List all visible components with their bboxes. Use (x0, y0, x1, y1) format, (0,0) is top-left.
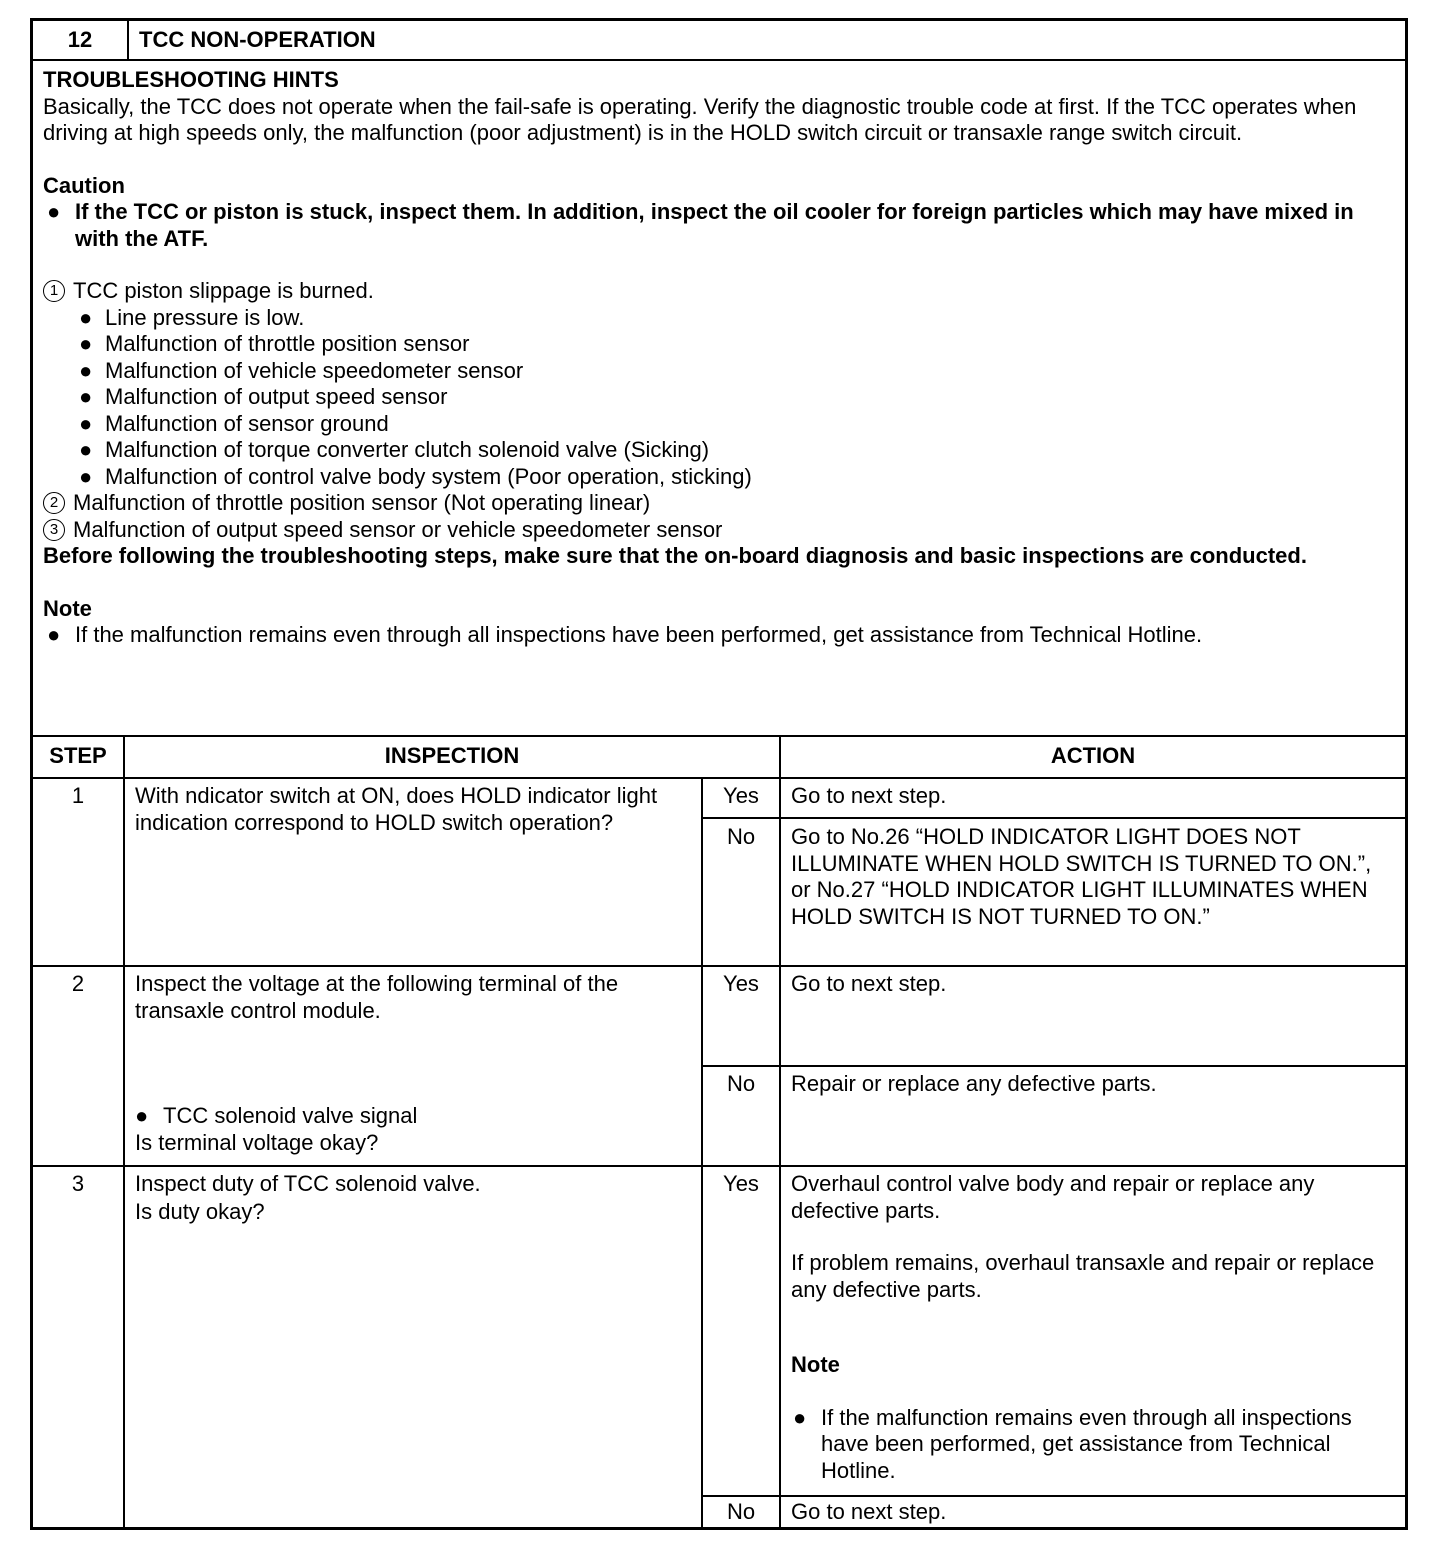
note-label: Note (791, 1352, 840, 1377)
step-number: 1 (71, 783, 85, 808)
bullet-icon: ● (79, 304, 93, 330)
caution-text: If the TCC or piston is stuck, inspect them. In addition, inspect the oil cooler for foreign particles which may have mixed in with the ATF. (75, 199, 1354, 251)
troubleshooting-hints (43, 67, 1403, 649)
list-item (43, 358, 1403, 385)
bullet-icon: ● (79, 463, 93, 489)
bullet-icon: ● (135, 1103, 149, 1128)
inspection-text: Inspect the voltage at the following terminal of the transaxle control module. (135, 971, 619, 1023)
inspection-text: With ndicator switch at ON, does HOLD indicator light indication correspond to HOLD switch operation? (135, 783, 658, 835)
no-label: No (726, 824, 756, 849)
yes-label: Yes (723, 971, 759, 996)
inspection-item-text: TCC solenoid valve signal (163, 1103, 418, 1128)
list-item-text: Line pressure is low. (105, 304, 305, 330)
no-label: No (726, 1071, 756, 1096)
cause-3 (43, 517, 1403, 544)
list-item (43, 437, 1403, 464)
header-step: STEP (49, 743, 107, 768)
note-item (43, 622, 1403, 649)
list-item-text: Malfunction of torque converter clutch solenoid valve (Sicking) (105, 437, 710, 462)
hints-intro: Basically, the TCC does not operate when the fail-safe is operating. Verify the diagnostic trouble code at first. If the TCC operates when driving at high speeds only, the malfunction (poor adjustment) is in the HOLD switch circuit or transaxle range switch circuit. (43, 93, 1357, 145)
troubleshooting-table (33, 735, 1405, 1529)
bullet-icon: ● (79, 331, 93, 356)
bullet-icon: ● (47, 622, 61, 647)
list-item-text: Malfunction of vehicle speedometer sensor (105, 357, 524, 383)
step-number: 2 (71, 971, 85, 996)
note-item (791, 1405, 1401, 1485)
list-item-text: Malfunction of control valve body system (Poor operation, sticking) (105, 463, 752, 489)
circled-number-icon: 3 (43, 519, 65, 541)
list-item (43, 384, 1403, 411)
bullet-icon: ● (793, 1404, 807, 1430)
bullet-icon: ● (47, 199, 61, 224)
yes-action: Overhaul control valve body and repair or replace any defective parts. (791, 1171, 1315, 1223)
list-item (43, 411, 1403, 438)
page-title: TCC NON-OPERATION (139, 27, 376, 52)
note-text: If the malfunction remains even through all inspections have been performed, get assistance from Technical Hotline. (821, 1404, 1352, 1483)
document-sheet (30, 18, 1408, 1530)
step-number: 3 (71, 1171, 85, 1196)
list-item-text: Malfunction of output speed sensor (105, 384, 448, 409)
header-inspection: INSPECTION (384, 743, 520, 768)
title-bar (33, 21, 1405, 61)
no-action: Repair or replace any defective parts. (791, 1071, 1157, 1096)
cause-2 (43, 490, 1403, 517)
yes-action-followup: If problem remains, overhaul transaxle and repair or replace any defective parts. (791, 1250, 1375, 1302)
no-action: Go to next step. (791, 1499, 947, 1524)
inspection-question: Is duty okay? (135, 1199, 265, 1224)
list-item (43, 331, 1403, 358)
yes-label: Yes (723, 1171, 759, 1196)
list-item-text: Malfunction of throttle position sensor (105, 331, 470, 356)
bullet-icon: ● (79, 410, 93, 436)
list-item (43, 464, 1403, 491)
bullet-icon: ● (79, 384, 93, 409)
no-action: Go to No.26 “HOLD INDICATOR LIGHT DOES NOT ILLUMINATE WHEN HOLD SWITCH IS TURNED TO ON.”, or No.27 “HOLD INDICATOR LIGHT ILLUMINATES WHEN HOLD SWITCH IS NOT TURNED TO ON.” (791, 824, 1372, 929)
cause-1-text: TCC piston slippage is burned. (73, 278, 374, 303)
note-text: If the malfunction remains even through all inspections have been performed, get assistance from Technical Hotline. (75, 622, 1203, 647)
yes-action: Go to next step. (791, 783, 947, 808)
cause-2-text: Malfunction of throttle position sensor (Not operating linear) (73, 490, 651, 515)
circled-number-icon: 2 (43, 492, 65, 514)
no-label: No (726, 1499, 756, 1524)
list-item (43, 305, 1403, 332)
caution-item (43, 199, 1403, 252)
title-number: 12 (33, 21, 129, 59)
bullet-icon: ● (79, 357, 93, 383)
header-action: ACTION (1050, 743, 1136, 768)
yes-label: Yes (723, 783, 759, 808)
cause-1-list (43, 305, 1403, 491)
before-steps-text: Before following the troubleshooting steps, make sure that the on-board diagnosis and basic inspections are conducted. (43, 543, 1307, 568)
cause-3-text: Malfunction of output speed sensor or vehicle speedometer sensor (73, 516, 723, 542)
bullet-icon: ● (79, 437, 93, 462)
cause-1 (43, 278, 1403, 305)
inspection-question: Is terminal voltage okay? (135, 1130, 379, 1155)
inspection-item (133, 1103, 719, 1130)
yes-action: Go to next step. (791, 971, 947, 996)
hints-heading: TROUBLESHOOTING HINTS (43, 67, 339, 92)
caution-label: Caution (43, 172, 125, 198)
inspection-text: Inspect duty of TCC solenoid valve. (135, 1171, 481, 1196)
note-label: Note (43, 595, 92, 621)
list-item-text: Malfunction of sensor ground (105, 410, 389, 436)
circled-number-icon: 1 (43, 280, 65, 302)
